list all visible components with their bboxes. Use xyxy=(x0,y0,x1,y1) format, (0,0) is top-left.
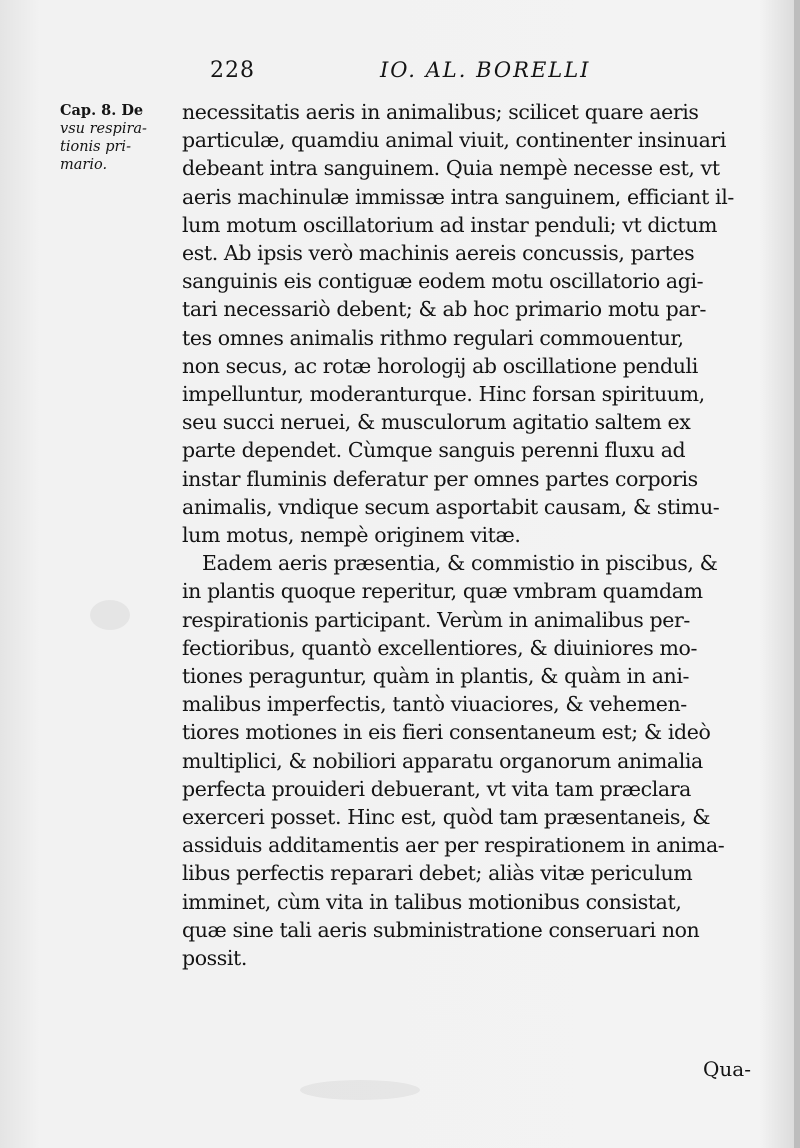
margin-note-line: vsu respira- xyxy=(60,121,147,137)
text-line: fectioribus, quantò excellentiores, & diuiniores mo- xyxy=(182,635,697,660)
page-edge xyxy=(794,0,800,1148)
body-text xyxy=(182,98,772,972)
text-line: malibus imperfectis, tantò viuaciores, & vehemen- xyxy=(182,692,687,717)
paper-stain xyxy=(300,1080,420,1100)
paper-stain xyxy=(90,600,130,630)
text-line: aeris machinulæ immissæ intra sanguinem, efficiant il- xyxy=(182,184,734,209)
text-line: respirationis participant. Verùm in animalibus per- xyxy=(182,607,690,632)
text-line: lum motus, nempè originem vitæ. xyxy=(182,523,521,548)
margin-note-line: Cap. 8. De xyxy=(60,102,144,119)
text-line: seu succi neruei, & musculorum agitatio saltem ex xyxy=(182,410,691,435)
text-line: impelluntur, moderanturque. Hinc forsan spirituum, xyxy=(182,382,705,407)
text-line: quæ sine tali aeris subministratione conseruari non xyxy=(182,917,700,942)
paragraph-start-line: Eadem aeris præsentia, & commistio in piscibus, & xyxy=(202,551,718,576)
catchword: Qua- xyxy=(703,1057,751,1081)
margin-note xyxy=(60,102,178,174)
text-line: tes omnes animalis rithmo regulari commouentur, xyxy=(182,325,684,350)
text-line: necessitatis aeris in animalibus; scilicet quare aeris xyxy=(182,100,699,124)
text-line: non secus, ac rotæ horologij ab oscillatione penduli xyxy=(182,353,698,378)
margin-note-line: tionis pri- xyxy=(60,139,131,155)
text-line: tiores motiones in eis fieri consentaneum est; & ideò xyxy=(182,720,711,745)
text-line: instar fluminis deferatur per omnes partes corporis xyxy=(182,466,698,491)
running-head: IO. AL. BORELLI xyxy=(380,58,591,82)
text-line: est. Ab ipsis verò machinis aereis concussis, partes xyxy=(182,241,695,266)
text-line: libus perfectis reparari debet; aliàs vitæ periculum xyxy=(182,861,693,886)
text-line: particulæ, quamdiu animal viuit, continenter insinuari xyxy=(182,128,727,153)
text-line: lum motum oscillatorium ad instar penduli; vt dictum xyxy=(182,212,718,237)
page-number: 228 xyxy=(210,58,255,83)
margin-note-line: mario. xyxy=(60,157,108,173)
text-line: debeant intra sanguinem. Quia nempè necesse est, vt xyxy=(182,156,720,181)
text-line: sanguinis eis contiguæ eodem motu oscillatorio agi- xyxy=(182,269,704,294)
text-line: tari necessariò debent; & ab hoc primario motu par- xyxy=(182,297,707,322)
text-line: animalis, vndique secum asportabit causam, & stimu- xyxy=(182,494,720,519)
text-line: possit. xyxy=(182,946,248,971)
text-line: tiones peraguntur, quàm in plantis, & quàm in ani- xyxy=(182,664,690,689)
text-line: exerceri posset. Hinc est, quòd tam præsentaneis, & xyxy=(182,805,711,830)
text-line: in plantis quoque reperitur, quæ vmbram quamdam xyxy=(182,579,703,604)
page-header xyxy=(210,58,630,88)
text-line: multiplici, & nobiliori apparatu organorum animalia xyxy=(182,748,703,773)
text-line: assiduis additamentis aer per respirationem in anima- xyxy=(182,833,725,858)
text-line: imminet, cùm vita in talibus motionibus consistat, xyxy=(182,889,682,914)
text-line: perfecta prouideri debuerant, vt vita tam præclara xyxy=(182,776,691,801)
text-line: parte dependet. Cùmque sanguis perenni fluxu ad xyxy=(182,438,686,463)
